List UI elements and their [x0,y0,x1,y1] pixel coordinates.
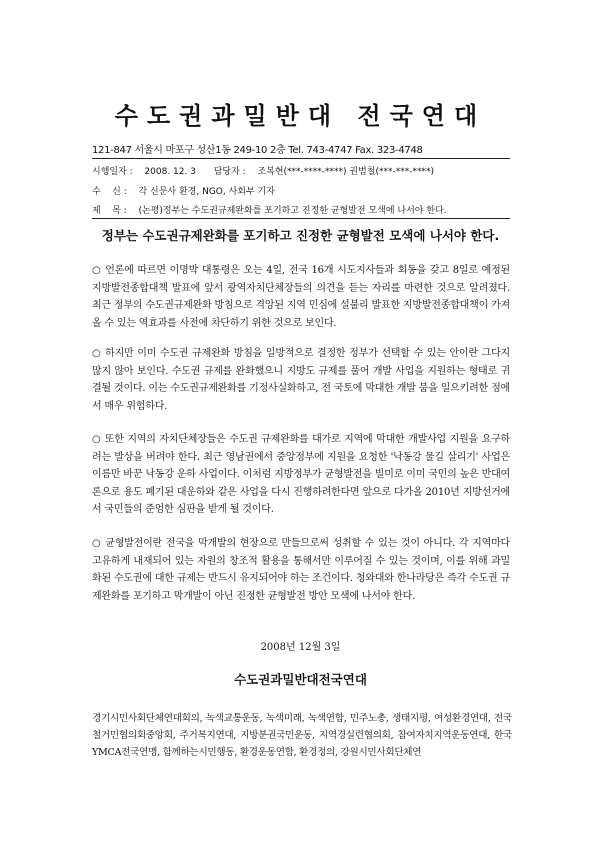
subject-label: 제 목 : [92,206,127,216]
letterhead-title: 수도권과밀반대 전국연대 [114,102,487,130]
paragraph-1: ○ 언론에 따르면 이명박 대통령은 오는 4일, 전국 16개 시도지사들과 회동을 갖고 8일로 예정된 지방발전종합대책 발표에 앞서 광역자치단체장들의 의견을 듣는 자리를 마련한 것으로 알려졌다. 최근 정부의 수도권규제완화 방침으로 격앙된 지역 민심에 설불리 발표한 지방발전종합대책이 가져올 수 있는 역효과를 사전에 차단하기 위한 것으로 보인다. [92,265,510,329]
recipient-value: 각 신문사 환경, NGO, 사회부 기자 [138,187,275,197]
meta-date-contact-line [92,164,434,177]
recipient-label: 수 신 : [92,187,127,197]
letterhead-address: 121-847 서울시 마포구 성산1동 249-10 2층 Tel. 743-4747 Fax. 323-4748 [92,145,423,156]
date-value: 2008. 12. 3 [144,167,196,177]
contact-value: 조복현(***-****-****) 권범철(***-***-****) [257,167,434,177]
divider-bottom [92,218,510,219]
organization-name: 수도권과밀반대전국연대 [234,672,367,687]
date-label: 시행일자 : [92,167,133,177]
headline: 정부는 수도권규제완화를 포기하고 진정한 균형발전 모색에 나서야 한다. [101,228,500,243]
contact-label: 담당자 : [213,167,246,177]
member-organizations: 경기시민사회단체연대회의, 녹색교통운동, 녹색미래, 녹색연합, 민주노총, 생태지평, 여성환경연대, 전국철거민협의회중앙회, 주거복지연대, 지방분권국민운동, 지역경실련협의회, 참여자치지역운동연대, 한국YMCA전국연맹, 함께하는시민행동, 환경운동연합, 환경정의, 강원시민사회단체연 [92,713,512,758]
paragraph-2: ○ 하지만 이미 수도권 규제완화 방침을 일방적으로 결정한 정부가 선택할 수 있는 안이란 그다지 많지 않아 보인다. 수도권 규제를 완화했으니 지방도 규제를 풀어 개발 사업을 지원하는 형태로 귀결될 것이다. 이는 수도권규제완화를 기정사실화하고, 전 국토에 막대한 개발 붐을 일으키려한 점에서 매우 위험하다. [92,348,510,412]
meta-recipient-line [92,184,275,197]
paragraph-4: ○ 균형발전이란 전국을 막개발의 현장으로 만들므로써 성취할 수 있는 것이 아니다. 각 지역마다 고유하게 내재되어 있는 자원의 창조적 활용을 통해서만 이루어질 수 있는 것이며, 이를 위해 과밀화된 수도권에 대한 규제는 반드시 유지되어야 하는 조건이다. 청와대와 한나라당은 즉각 수도권 규제완화를 포기하고 막개발이 아닌 진정한 균형발전 방안 모색에 나서야 한다. [92,538,510,602]
subject-value: (논평)정부는 수도권규제완화를 포기하고 진정한 균형발전 모색에 나서야 한다. [138,206,447,216]
paragraph-3: ○ 또한 지역의 자치단체장들은 수도권 규제완화를 대가로 지역에 막대한 개발사업 지원을 요구하려는 발상을 버려야 한다. 최근 영남권에서 중앙정부에 지원을 요청한 '낙동강 물길 살리기' 사업은 이름만 바꾼 낙동강 운하 사업이다. 이처럼 지방정부가 균형발전을 빌미로 이미 국민의 높은 반대여론으로 용도 폐기된 대운하와 같은 사업을 다시 진행하려한다면 앞으로 다가올 2010년 지방선거에서 국민들의 준엄한 심판을 받게 될 것이다. [92,434,510,515]
meta-subject-line [92,203,447,216]
divider-top [92,158,510,159]
issue-date: 2008년 12월 3일 [260,642,341,653]
